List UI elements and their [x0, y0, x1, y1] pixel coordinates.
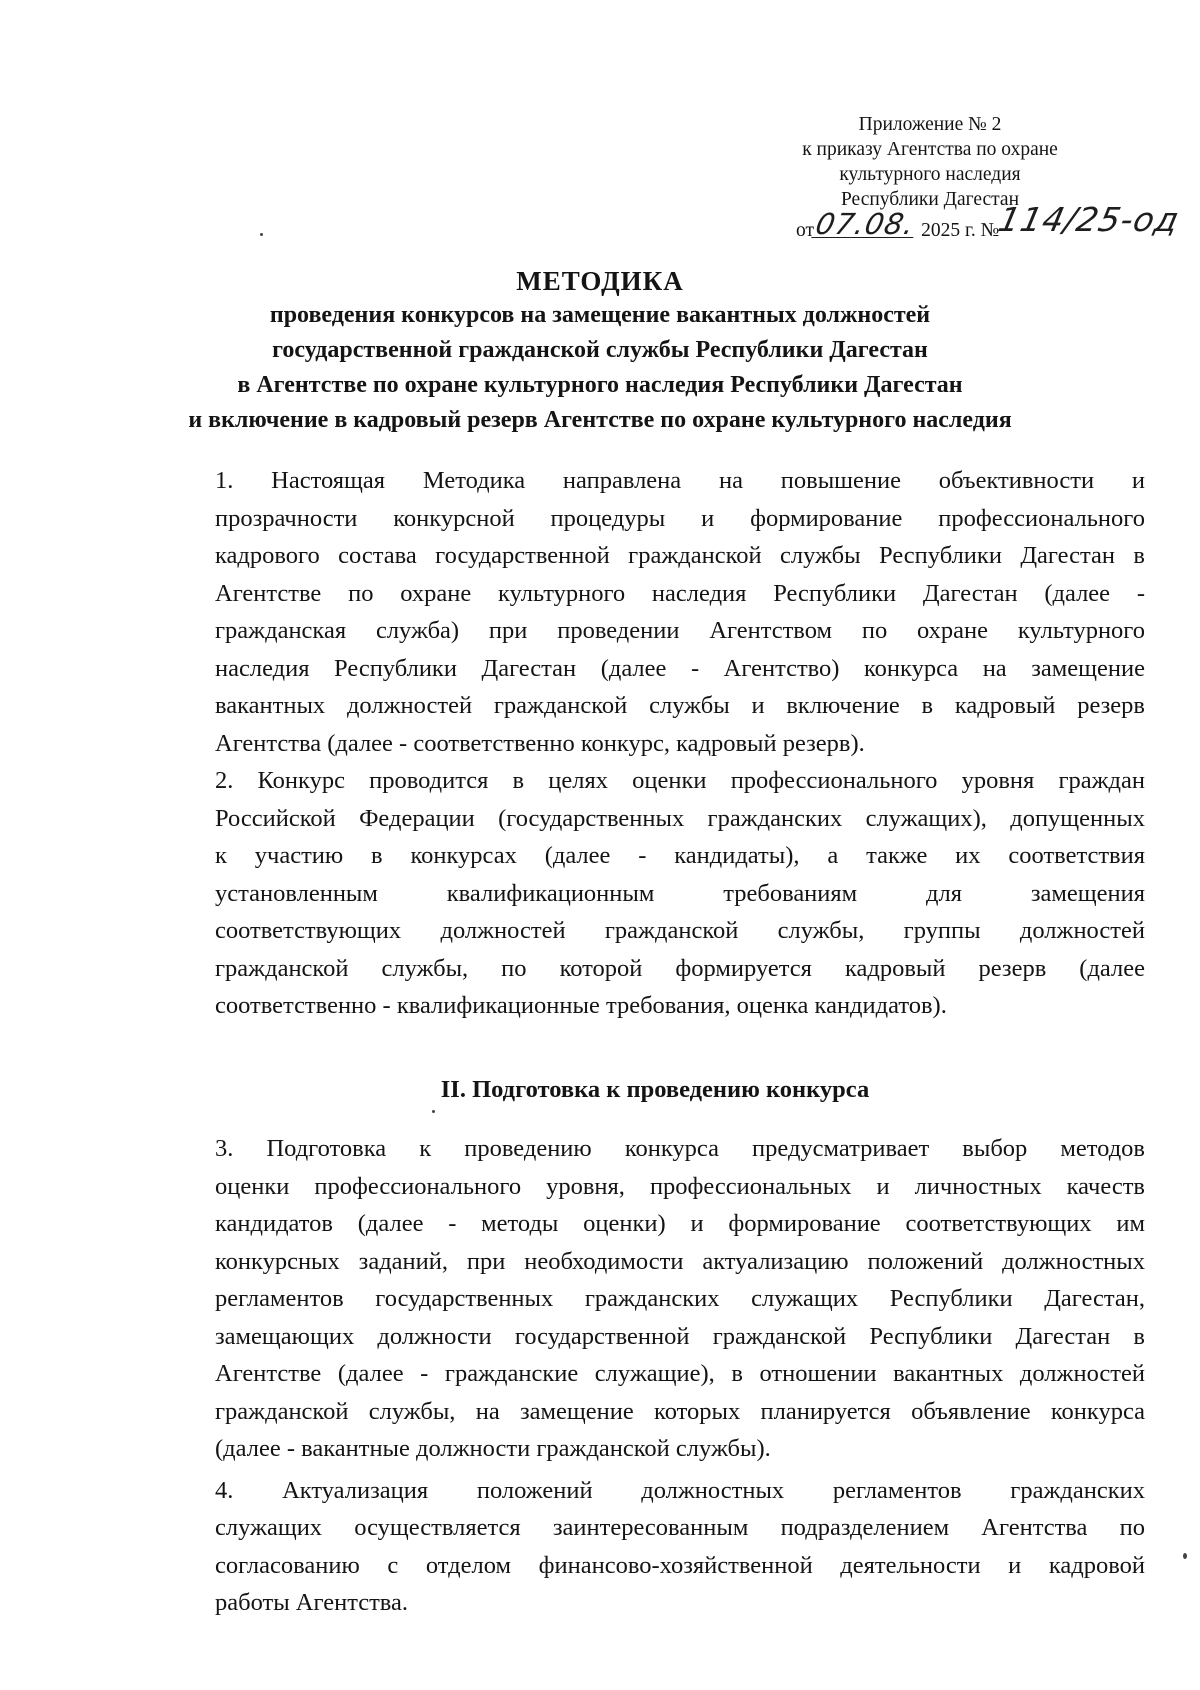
paragraph-line: Агентства (далее - соответственно конкурс, кадровый резерв).: [215, 729, 865, 757]
paragraph-line: гражданская служба) при проведении Агентством по охране культурного: [215, 617, 1145, 644]
paragraph-line: прозрачности конкурсной процедуры и формирование профессионального: [215, 504, 1145, 532]
paragraph-line: 2. Конкурс проводится в целях оценки профессионального уровня граждан: [215, 767, 1145, 794]
paragraph-line: Агентстве по охране культурного наследия Республики Дагестан (далее -: [215, 579, 1145, 607]
paragraph-line: установленным квалификационным требованиям для замещения: [215, 879, 1145, 907]
title-line-1: проведения конкурсов на замещение вакантных должностей: [269, 302, 931, 328]
paragraph-4: [165, 1472, 1145, 1622]
scan-speck: [432, 1110, 435, 1113]
appendix-order-ref: к приказу Агентства по охране: [802, 139, 1058, 160]
paragraph-line: гражданской службы, по которой формируется кадровый резерв (далее: [215, 954, 1145, 982]
paragraph-line: соответствующих должностей гражданской службы, группы должностей: [215, 917, 1145, 944]
paragraph-line: вакантных должностей гражданской службы и включение в кадровый резерв: [215, 692, 1145, 719]
paragraph-line: конкурсных заданий, при необходимости актуализацию положений должностных: [215, 1247, 1145, 1275]
paragraph-line: работы Агентства.: [215, 1589, 409, 1616]
handwritten-order-number: 114/25-од: [995, 200, 1184, 239]
paragraph-line: 4. Актуализация положений должностных регламентов гражданских: [215, 1476, 1145, 1504]
paragraph-line: кандидатов (далее - методы оценки) и формирование соответствующих им: [215, 1210, 1145, 1237]
paragraph-1: [165, 462, 1145, 762]
scan-speck: [260, 233, 263, 236]
handwritten-date: 07.08.: [812, 207, 919, 241]
paragraph-line: кадрового состава государственной гражданской службы Республики Дагестан в: [215, 542, 1145, 569]
paragraph-2: [165, 762, 1145, 1025]
appendix-header: [780, 112, 1184, 243]
paragraph-line: регламентов государственных гражданских служащих Республики Дагестан,: [215, 1285, 1145, 1312]
paragraph-line: соответственно - квалификационные требования, оценка кандидатов).: [215, 992, 947, 1019]
paragraph-line: 3. Подготовка к проведению конкурса предусматривает выбор методов: [215, 1135, 1145, 1162]
paragraph-line: 1. Настоящая Методика направлена на повышение объективности и: [215, 467, 1145, 494]
year-text: 2025 г. №: [921, 220, 1000, 241]
document-title: МЕТОДИКА: [516, 266, 684, 296]
title-line-4: и включение в кадровый резерв Агентстве по охране культурного наследия: [188, 407, 1012, 433]
title-line-2: государственной гражданской службы Республики Дагестан: [272, 337, 928, 363]
paragraph-line: служащих осуществляется заинтересованным подразделением Агентства по: [215, 1514, 1145, 1541]
paragraph-line: замещающих должности государственной гражданской Республики Дагестан в: [215, 1322, 1145, 1350]
paragraph-line: (далее - вакантные должности гражданской службы).: [215, 1435, 771, 1462]
scan-speck: [1183, 1553, 1187, 1559]
paragraph-line: к участию в конкурсах (далее - кандидаты), а также их соответствия: [215, 842, 1145, 869]
appendix-number: Приложение № 2: [858, 114, 1002, 135]
paragraph-line: оценки профессионального уровня, профессиональных и личностных качеств: [215, 1172, 1145, 1200]
document-body: [165, 462, 1145, 1622]
paragraph-line: гражданской службы, на замещение которых планируется объявление конкурса: [215, 1397, 1145, 1425]
title-line-3: в Агентстве по охране культурного наследия Республики Дагестан: [237, 372, 963, 398]
paragraph-line: согласованию с отделом финансово-хозяйственной деятельности и кадровой: [215, 1551, 1145, 1579]
appendix-republic-line: Республики Дагестан: [840, 189, 1020, 210]
paragraph-line: наследия Республики Дагестан (далее - Агентство) конкурса на замещение: [215, 654, 1145, 682]
section-heading: II. Подготовка к проведению конкурса: [440, 1075, 870, 1103]
date-prefix: от: [796, 220, 815, 241]
paragraph-3: [165, 1130, 1145, 1468]
appendix-agency-line: культурного наследия: [839, 164, 1021, 185]
order-date-line: [796, 200, 1184, 243]
document-title-block: [100, 264, 1100, 438]
paragraph-line: Агентстве (далее - гражданские служащие), в отношении вакантных должностей: [215, 1360, 1145, 1387]
paragraph-line: Российской Федерации (государственных гражданских служащих), допущенных: [215, 804, 1145, 832]
